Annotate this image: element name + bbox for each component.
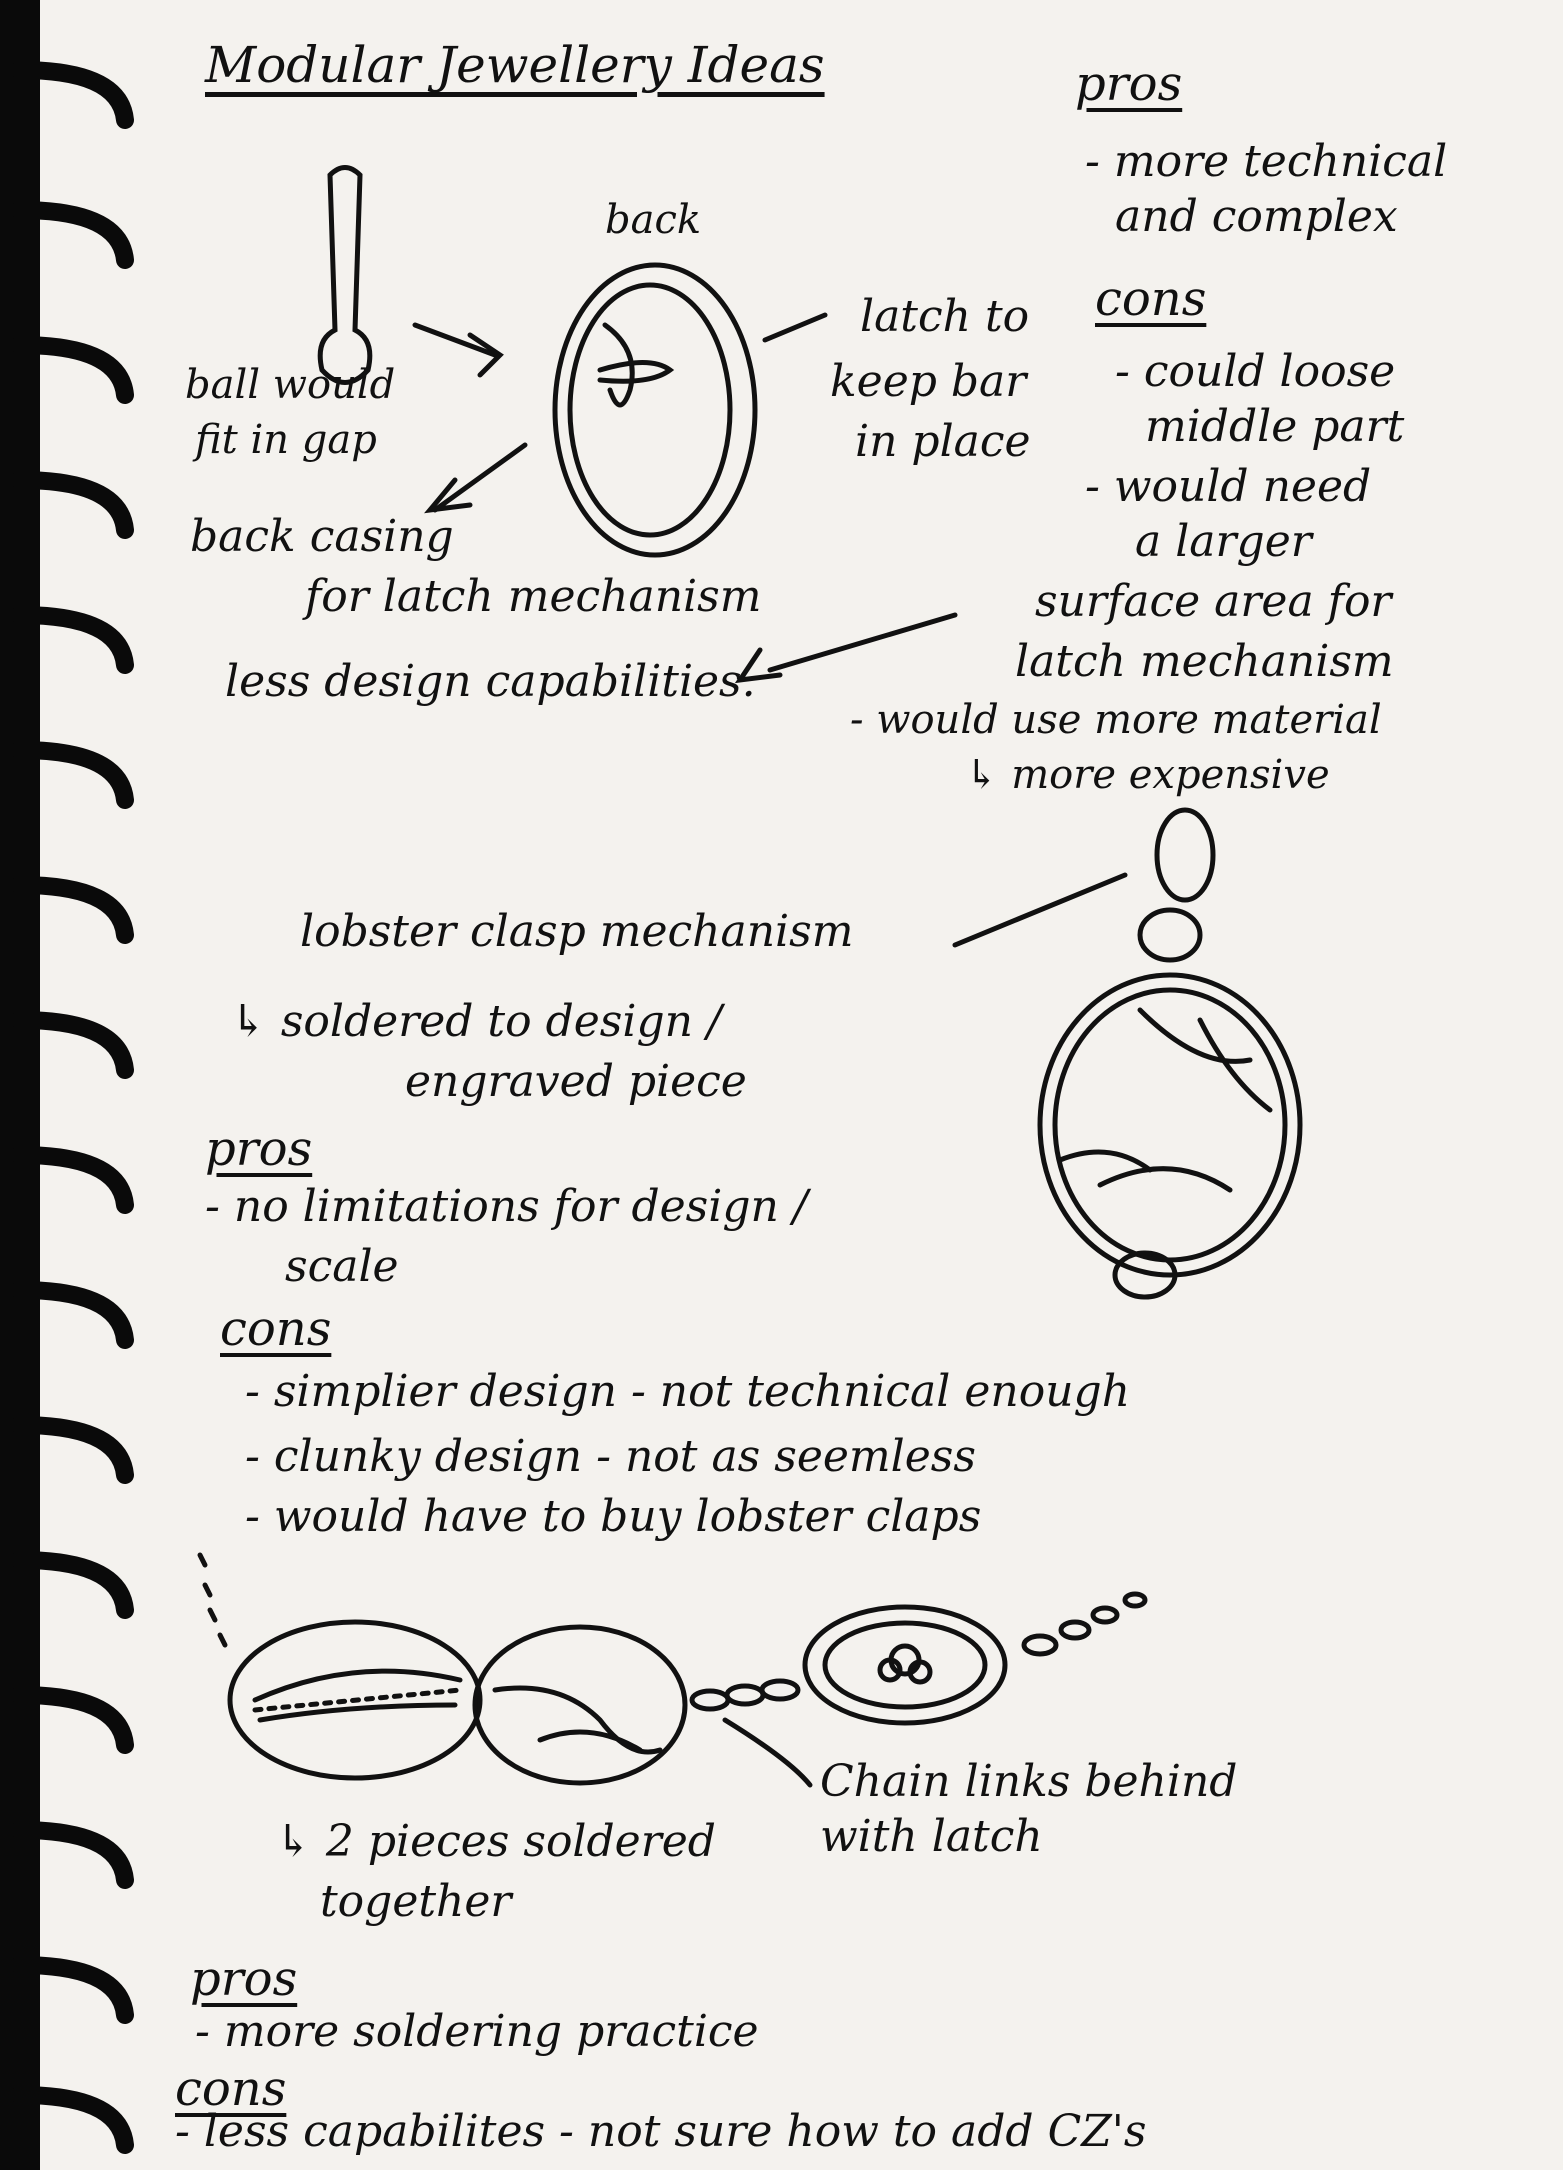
cons-heading-mid: cons <box>220 1301 332 1357</box>
latch-pointer-line <box>765 315 825 340</box>
chain-note: Chain links behind <box>820 1756 1238 1807</box>
cons-line: surface area for <box>1035 576 1392 627</box>
cons-line: middle part <box>1145 401 1405 452</box>
cons-line: latch mechanism <box>1015 636 1394 687</box>
two-piece-link-sketch <box>230 1622 685 1783</box>
less-design-arrow <box>740 615 955 680</box>
less-design-note: less design capabilities. <box>225 656 756 707</box>
lobster-title: lobster clasp mechanism <box>300 906 854 957</box>
casing-arrow <box>430 445 525 510</box>
cons-line: a larger <box>1135 516 1312 567</box>
cons-line: - simplier design - not technical enough <box>245 1366 1131 1417</box>
lobster-sub: ↳ soldered to design / <box>230 996 722 1047</box>
back-casing-sketch <box>555 265 755 555</box>
casing-note: for latch mechanism <box>305 571 762 622</box>
cons-line: - less capabilites - not sure how to add CZ's <box>175 2106 1147 2157</box>
pieces-note: ↳ 2 pieces soldered <box>275 1816 716 1867</box>
lobster-pendant-sketch <box>1040 810 1300 1297</box>
pros-line: - more soldering practice <box>195 2006 759 2057</box>
pieces-note: together <box>320 1876 512 1927</box>
cons-heading-top: cons <box>1095 271 1207 327</box>
lobster-sub: engraved piece <box>405 1056 747 1107</box>
cons-line: - clunky design - not as seemless <box>245 1431 976 1482</box>
lobster-pointer-line <box>955 875 1125 945</box>
pros-line: scale <box>285 1241 399 1292</box>
latch-note: latch to <box>860 291 1030 342</box>
ball-bar-sketch <box>320 168 370 383</box>
pros-line: - more technical <box>1085 136 1448 187</box>
casing-note: back casing <box>190 511 454 562</box>
pros-heading-bottom: pros <box>190 1951 298 2007</box>
cons-line: - would need <box>1085 461 1372 512</box>
chain-pointer-line <box>725 1720 810 1785</box>
pros-line: and complex <box>1115 191 1398 242</box>
chain-note: with latch <box>820 1811 1043 1862</box>
cons-line: - would have to buy lobster claps <box>245 1491 982 1542</box>
arrow-to-back <box>415 325 500 375</box>
page-title: Modular Jewellery Ideas <box>205 36 825 94</box>
latch-note: in place <box>855 416 1031 467</box>
small-oval-flower-sketch <box>805 1607 1005 1723</box>
cons-line: - could loose <box>1115 346 1396 397</box>
pros-line: - no limitations for design / <box>205 1181 808 1232</box>
latch-note: keep bar <box>830 356 1027 407</box>
cons-line: ↳ more expensive <box>965 752 1330 798</box>
ball-note: ball would <box>185 362 396 408</box>
pros-heading-top: pros <box>1075 56 1183 112</box>
cons-heading-bottom: cons <box>175 2061 287 2117</box>
dotted-chain-left <box>200 1555 225 1645</box>
back-label: back <box>605 197 702 243</box>
cons-line: - would use more material <box>850 697 1382 743</box>
ball-note: fit in gap <box>195 417 377 463</box>
pros-heading-mid: pros <box>205 1121 313 1177</box>
